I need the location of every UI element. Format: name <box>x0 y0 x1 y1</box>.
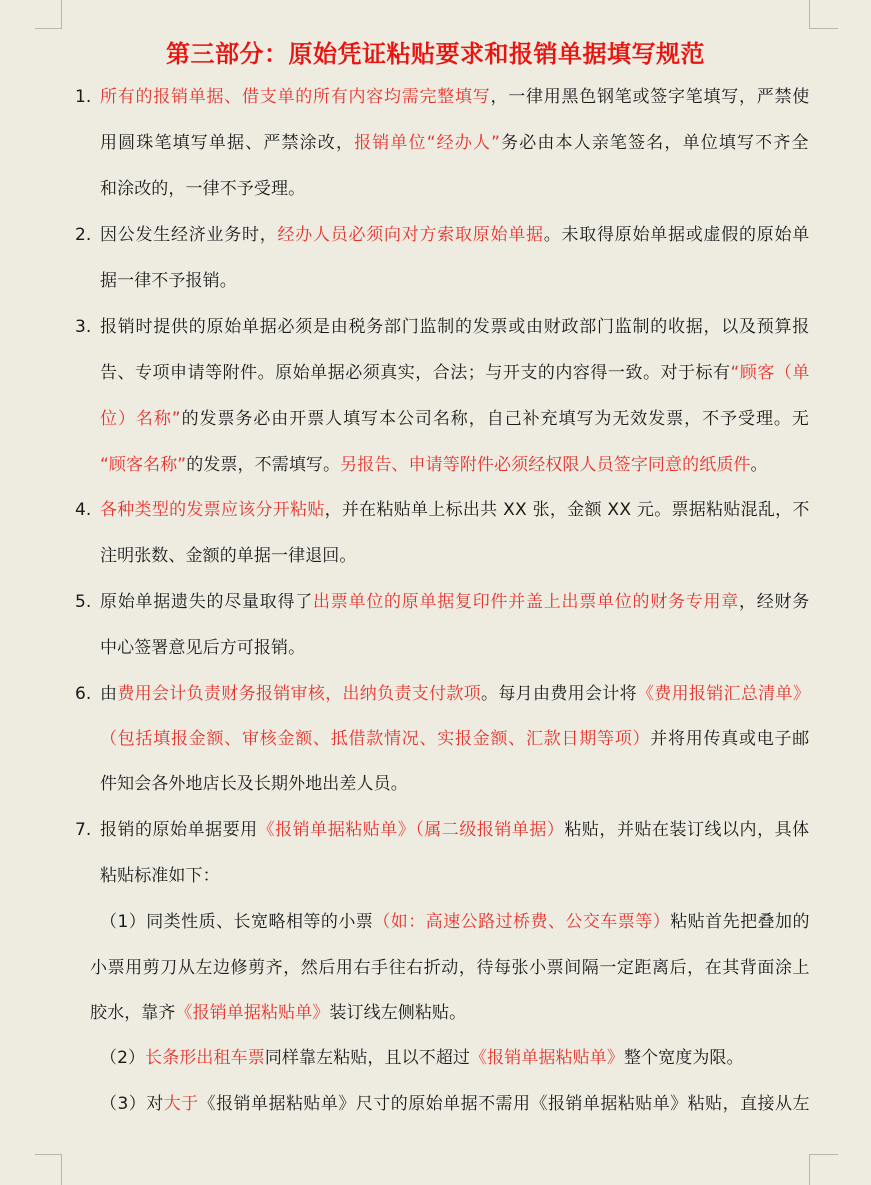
text-line <box>90 956 810 980</box>
highlighted-text: 所有的报销单据、借支单的所有内容均需完整填写 <box>100 87 491 107</box>
highlighted-text: 《报销单据粘贴单》（属二级报销单据） <box>257 820 565 840</box>
body-text: 小票用剪刀从左边修剪齐，然后用右手往右折动，待每张小票间隔一定距离后，在其背面涂上 <box>90 958 811 978</box>
body-text: 由 <box>100 684 118 704</box>
list-number: 5. <box>75 592 92 612</box>
page-corner-mark-top-left <box>35 0 62 29</box>
body-text: （3）对 <box>100 1094 164 1114</box>
highlighted-text: （包括填报金额、审核金额、抵借款情况、实报金额、汇款日期等项） <box>100 729 651 749</box>
list-number: 2. <box>75 225 92 245</box>
page-corner-mark-bottom-right <box>809 1154 838 1185</box>
body-text: ，并在粘贴单上标出共 XX 张，金额 XX 元。票据粘贴混乱，不 <box>324 500 810 520</box>
list-number: 3. <box>75 317 92 337</box>
body-text: ，一律用黑色钢笔或签字笔填写，严禁使 <box>490 87 810 107</box>
text-line <box>100 818 810 842</box>
highlighted-text: 长条形出租车票 <box>145 1048 265 1068</box>
text-line <box>100 1092 810 1116</box>
body-text: 告、专项申请等附件。原始单据必须真实，合法；与开支的内容得一致。对于标有 <box>100 363 731 383</box>
text-line <box>100 315 810 339</box>
body-text: 装订线左侧粘贴。 <box>329 1003 467 1023</box>
body-text: 粘贴首先把叠加的 <box>670 912 810 932</box>
body-text: 注明张数、金额的单据一律退回。 <box>100 546 357 566</box>
body-text: 中心签署意见后方可报销。 <box>100 638 306 658</box>
highlighted-text: 另报告、申请等附件必须经权限人员签字同意的纸质件 <box>340 455 751 475</box>
text-line <box>100 727 810 751</box>
body-text: 胶水，靠齐 <box>90 1003 176 1023</box>
body-text: 件知会各外地店长及长期外地出差人员。 <box>100 774 408 794</box>
body-text: 《报销单据粘贴单》尺寸的原始单据不需用《报销单据粘贴单》粘贴，直接从左 <box>198 1094 810 1114</box>
text-line <box>100 544 810 568</box>
page-corner-mark-top-right <box>809 0 838 29</box>
text-line <box>90 1001 810 1025</box>
text-line <box>100 864 810 888</box>
text-line <box>100 177 810 201</box>
body-text: 据一律不予报销。 <box>100 271 237 291</box>
list-number: 7. <box>75 820 92 840</box>
page-corner-mark-bottom-left <box>35 1154 62 1185</box>
body-text: 整个宽度为限。 <box>623 1048 744 1068</box>
body-text: 用圆珠笔填写单据、严禁涂改， <box>100 133 355 153</box>
body-text: 。每月由费用会计将 <box>481 684 637 704</box>
body-text: 同样靠左粘贴，且以不超过 <box>264 1048 471 1068</box>
body-text: 粘贴标准如下： <box>100 866 220 886</box>
body-text: 并将用传真或电子邮 <box>650 729 810 749</box>
page-title: 第三部分：原始凭证粘贴要求和报销单据填写规范 <box>166 40 705 68</box>
body-text: 粘贴，并贴在装订线以内，具体 <box>564 820 810 840</box>
text-line <box>100 269 810 293</box>
text-line <box>100 636 810 660</box>
highlighted-text: 位）名称” <box>100 409 182 429</box>
body-text: 和涂改的，一律不予受理。 <box>100 179 306 199</box>
text-line <box>100 910 810 934</box>
highlighted-text: 各种类型的发票应该分开粘贴 <box>100 500 325 520</box>
body-text: 报销的原始单据要用 <box>100 820 258 840</box>
body-text: ，经财务 <box>739 592 810 612</box>
body-text: 。未取得原始单据或虚假的原始单 <box>543 225 810 245</box>
text-line <box>100 361 810 385</box>
text-line <box>100 590 810 614</box>
highlighted-text: 大于 <box>163 1094 199 1114</box>
highlighted-text: 经办人员必须向对方索取原始单据 <box>277 225 544 245</box>
highlighted-text: 报销单位“经办人” <box>354 133 502 153</box>
highlighted-text: （如：高速公路过桥费、公交车票等） <box>373 912 671 932</box>
text-line <box>100 453 810 477</box>
text-line <box>100 498 810 522</box>
body-text: 务必由本人亲笔签名，单位填写不齐全 <box>501 133 810 153</box>
highlighted-text: “顾客名称” <box>100 455 187 475</box>
text-line <box>100 682 810 706</box>
text-line <box>100 131 810 155</box>
list-number: 6. <box>75 684 92 704</box>
body-text: 报销时提供的原始单据必须是由税务部门监制的发票或由财政部门监制的收据，以及预算报 <box>100 317 810 337</box>
highlighted-text: 《报销单据粘贴单》 <box>470 1048 624 1068</box>
highlighted-text: 《报销单据粘贴单》 <box>175 1003 330 1023</box>
body-text: 。 <box>750 455 768 475</box>
text-line <box>100 407 810 431</box>
body-text: 因公发生经济业务时， <box>100 225 278 245</box>
body-text: 的发票务必由开票人填写本公司名称，自己补充填写为无效发票，不予受理。无 <box>181 409 810 429</box>
body-text: （2） <box>100 1048 146 1068</box>
highlighted-text: 《费用报销汇总清单》 <box>636 684 811 704</box>
list-number: 4. <box>75 500 92 520</box>
body-text: （1）同类性质、长宽略相等的小票 <box>100 912 374 932</box>
text-line <box>100 1046 810 1070</box>
highlighted-text: 出票单位的原单据复印件并盖上出票单位的财务专用章 <box>313 592 739 612</box>
text-line <box>100 223 810 247</box>
highlighted-text: 费用会计负责财务报销审核，出纳负责支付款项 <box>117 684 482 704</box>
list-number: 1. <box>75 87 92 107</box>
text-line <box>100 772 810 796</box>
body-text: 原始单据遗失的尽量取得了 <box>100 592 313 612</box>
text-line <box>100 85 810 109</box>
body-text: 的发票，不需填写。 <box>186 455 341 475</box>
highlighted-text: “顾客（单 <box>730 363 810 383</box>
